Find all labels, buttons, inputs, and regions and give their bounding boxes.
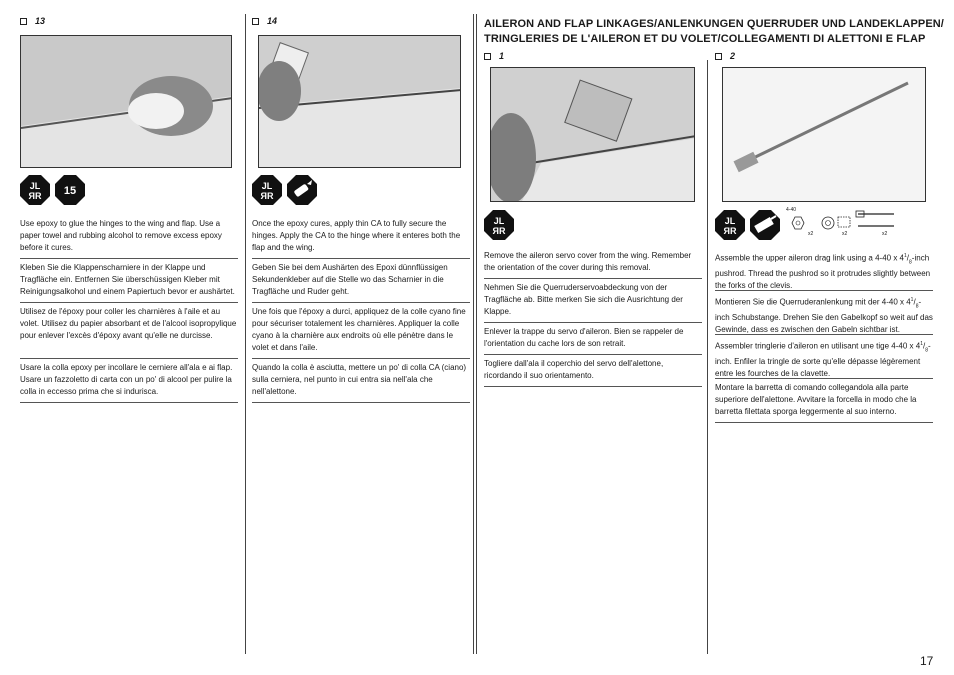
step-2-text-it: Montare la barretta di comando collegandola alla parte superiore dell'alettone. Avvitare la forcella in modo che la barretta filettata sporga leggermente al suo interno. <box>715 382 933 423</box>
step-2-photo <box>722 67 926 202</box>
step-1-checkbox[interactable] <box>484 53 491 60</box>
step-1-text-it: Togliere dall'ala il coperchio del servo dell'alettone, ricordando il suo orientamento. <box>484 358 702 387</box>
fraction-denominator-fr: 8 <box>925 347 928 354</box>
step-13-text-fr: Utilisez de l'époxy pour coller les charnières à l'aile et au volet. Utilisez du papier absorbant et de l'alcool isopropylique pour enlever l'excès d'époxy avant qu'elle ne durcisse. <box>20 306 238 359</box>
step-14-photo <box>258 35 461 168</box>
parts-qty-1: x2 <box>808 231 814 237</box>
step-13-photo <box>20 35 232 168</box>
step-13-header <box>20 16 45 26</box>
step-1-number: 1 <box>499 51 505 61</box>
step-14-text-it: Quando la colla è asciutta, mettere un po' di colla CA (ciano) sulla cerniera, nel punto in cui entra sia nell'ala che nell'alettone. <box>252 362 470 403</box>
column-divider-2-right <box>476 14 477 654</box>
page-number: 17 <box>920 654 934 668</box>
step-2-text-fr-b: -inch. Enfiler la tringle de sorte qu'elle dépasse légèrement entre les fourches de la clavette. <box>715 341 931 379</box>
step-14-checkbox[interactable] <box>252 18 259 25</box>
svg-text:JL: JL <box>493 216 505 226</box>
step-14-photo-illustration <box>259 36 461 168</box>
step-13-text-it: Usare la colla epoxy per incollare le cerniere all'ala e ai flap. Usare un fazzoletto di carta con un po' di alcool per pulire la colla in eccesso prima che si indurisca. <box>20 362 238 403</box>
hinge-icon-3 <box>484 210 514 245</box>
step-2-text-en: Assemble the upper aileron drag link using a 4-40 x $4^1/_8$-inch pushrod. Thread the pushrod so it protrudes slightly between the forks of the clevis. <box>715 250 933 291</box>
step-2-text-de: Montieren Sie die Querruderanlenkung mit der 4-40 x $4^1/_8$-inch Schubstange. Drehen Sie den Gabelkopf so weit auf das Gewinde, dass es zwischen den Gabeln sichtbar ist. <box>715 294 933 335</box>
step-2-photo-illustration <box>723 68 926 202</box>
step-2-parts-illustration <box>786 207 896 239</box>
column-divider-1 <box>245 14 246 654</box>
step-1-text-de: Nehmen Sie die Querruderservoabdeckung von der Tragfläche ab. Bitte merken Sie sich die Ausrichtung der Klappe. <box>484 282 702 323</box>
hex-nut-icon <box>792 217 804 229</box>
step-2-text-en-b: -inch pushrod. Thread the pushrod so it protrudes slightly between the forks of the clevis. <box>715 253 931 291</box>
step-13-text-en: Use epoxy to glue the hinges to the wing and flap. Use a paper towel and rubbing alcohol to remove excess epoxy before it cures. <box>20 218 238 259</box>
step-2-header <box>715 51 735 61</box>
step-1-text-fr: Enlever la trappe du servo d'aileron. Bien se rappeler de l'orientation du cache lors de son retrait. <box>484 326 702 355</box>
svg-text:ЯR: ЯR <box>260 191 274 201</box>
connector-icon <box>838 217 850 227</box>
step-2-number: 2 <box>730 51 736 61</box>
step-14-text-fr: Une fois que l'époxy a durci, appliquez de la colle cyano fine pour sécuriser totalement les charnières. Appliquer la colle cyano à la charnière aux endroits où elle pénètre dans le volet et dans l'aile. <box>252 306 470 359</box>
step-1-photo <box>490 67 695 202</box>
svg-text:JL: JL <box>724 216 736 226</box>
step-14-text-de: Geben Sie bei dem Aushärten des Epoxi dünnflüssigen Sekundenkleber auf die Stelle wo das Scharnier in die Tragfläche und Ruder geht. <box>252 262 470 303</box>
fraction-numerator-en: 1 <box>904 253 907 259</box>
hinge-icon <box>20 175 50 210</box>
step-14-number: 14 <box>267 16 278 26</box>
svg-text:ЯR: ЯR <box>723 226 737 236</box>
ca-glue-bottle-icon <box>287 175 317 210</box>
step-2-text-de-b: -inch Schubstange. Drehen Sie den Gabelkopf so weit auf das Gewinde, dass es zwischen den Gabeln sichtbar ist. <box>715 297 933 335</box>
step-13-number: 13 <box>35 16 46 26</box>
cure-time-badge <box>55 175 85 210</box>
threadlock-tube-icon <box>750 210 780 245</box>
fraction-denominator-de: 8 <box>915 303 919 310</box>
fraction-denominator-en: 8 <box>909 259 912 266</box>
washer-icon <box>822 217 834 229</box>
step-2-text-de-a: Montieren Sie die Querruderanlenkung mit der 4-40 x 4 <box>715 297 911 307</box>
svg-text:ЯR: ЯR <box>28 191 42 201</box>
svg-text:JL: JL <box>29 181 41 191</box>
section-heading-line-2: TRINGLERIES DE L'AILERON ET DU VOLET/COLLEGAMENTI DI ALETTONI E FLAP <box>484 33 926 45</box>
step-2-text-fr-a: Assembler tringlerie d'aileron en utilisant une tige 4-40 x 4 <box>715 341 921 351</box>
step-1-photo-illustration <box>491 68 695 202</box>
parts-qty-2: x2 <box>842 231 848 237</box>
column-divider-3 <box>707 60 708 654</box>
fraction-numerator-fr: 1 <box>920 341 923 347</box>
step-2-text-fr: Assembler tringlerie d'aileron en utilisant une tige 4-40 x $4^1/_8$-inch. Enfiler la tringle de sorte qu'elle dépasse légèrement entre les fourches de la clavette. <box>715 338 933 379</box>
hinge-icon-4 <box>715 210 745 245</box>
parts-thread-label: 4-40 <box>786 207 797 213</box>
section-heading-line-1: AILERON AND FLAP LINKAGES/ANLENKUNGEN QUERRUDER UND LANDEKLAPPEN/ <box>484 18 944 30</box>
column-divider-2-left <box>473 14 474 654</box>
hinge-icon-2 <box>252 175 282 210</box>
step-14-header <box>252 16 277 26</box>
step-1-header <box>484 51 504 61</box>
svg-text:ЯR: ЯR <box>492 226 506 236</box>
fraction-numerator-de: 1 <box>910 297 914 303</box>
step-2-text-en-a: Assemble the upper aileron drag link using a 4-40 x 4 <box>715 253 904 263</box>
step-13-checkbox[interactable] <box>20 18 27 25</box>
svg-text:JL: JL <box>261 181 273 191</box>
step-14-text-en: Once the epoxy cures, apply thin CA to fully secure the hinges. Apply the CA to the hinge where it enteres both the flap and the wing. <box>252 218 470 259</box>
step-13-photo-illustration <box>21 36 232 168</box>
step-1-text-en: Remove the aileron servo cover from the wing. Remember the orientation of the cover during this removal. <box>484 250 702 279</box>
parts-qty-3: x2 <box>882 231 888 237</box>
step-13-text-de: Kleben Sie die Klappenscharniere in der Klappe und Tragfläche ein. Entfernen Sie überschüssigen Kleber mit Reinigungsalkohol und einem Papiertuch bevor er aushärtet. <box>20 262 238 303</box>
cure-time-number: 15 <box>63 185 77 197</box>
step-2-checkbox[interactable] <box>715 53 722 60</box>
